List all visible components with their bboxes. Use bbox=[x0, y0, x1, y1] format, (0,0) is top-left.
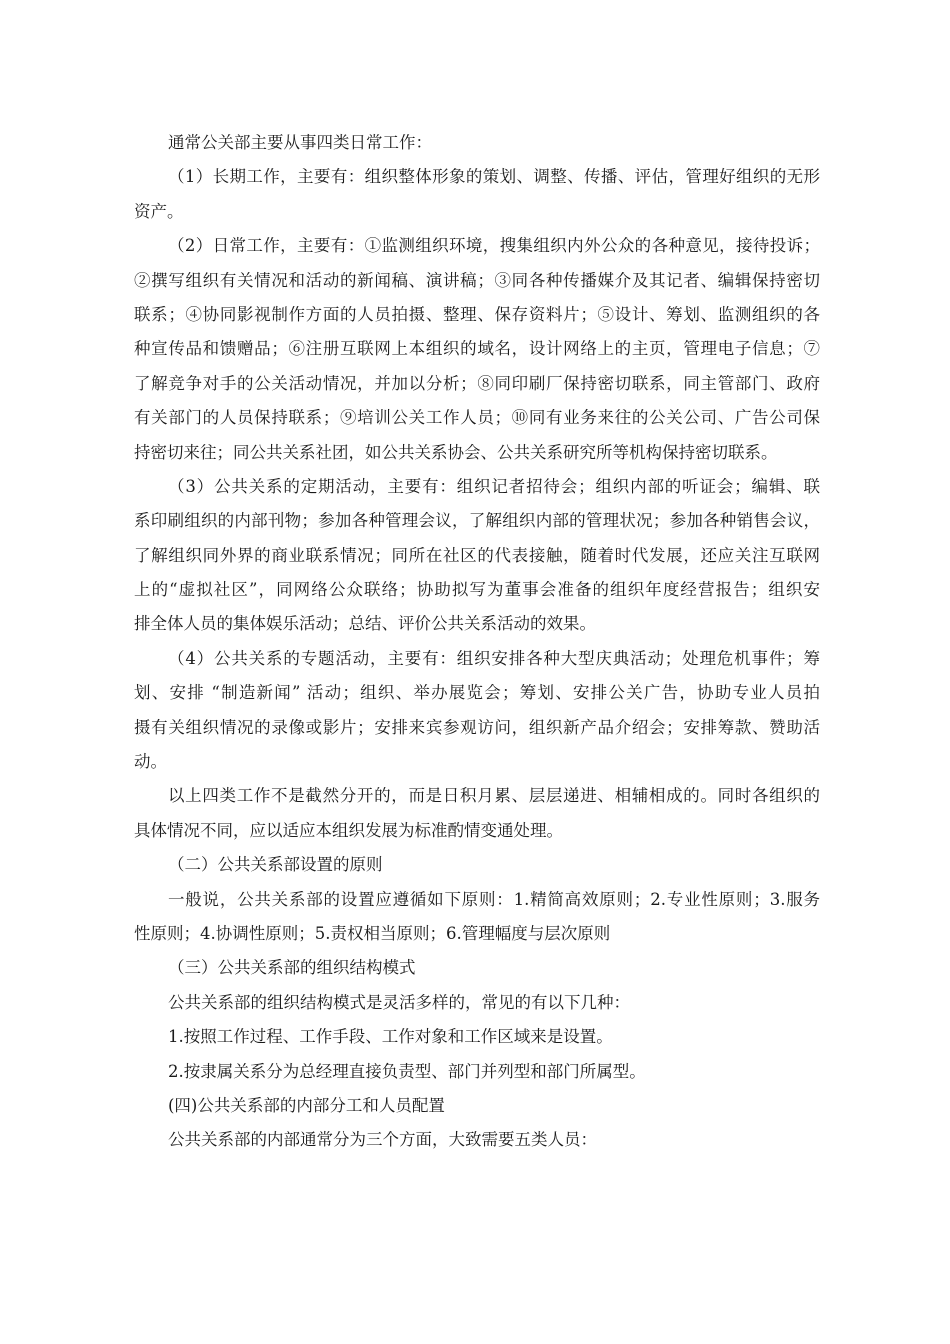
list-item-structure-2: 2.按隶属关系分为总经理直接负责型、部门并列型和部门所属型。 bbox=[168, 1061, 646, 1081]
document-body bbox=[134, 126, 820, 1158]
paragraph-daily-work-line: （2）日常工作，主要有：①监测组织环境，搜集组织内外公众的各种意见，接待投诉； bbox=[168, 236, 820, 256]
paragraph-summary-line: 具体情况不同，应以适应本组织发展为标准酌情变通处理。 bbox=[134, 820, 563, 840]
paragraph-daily-work-line: 有关部门的人员保持联系；⑨培训公关工作人员；⑩同有业务来往的公关公司、广告公司保 bbox=[134, 408, 820, 428]
paragraph-regular-activities-line: 排全体人员的集体娱乐活动；总结、评价公共关系活动的效果。 bbox=[134, 614, 596, 634]
paragraph-regular-activities-line: （3）公共关系的定期活动，主要有：组织记者招待会；组织内部的听证会；编辑、联 bbox=[168, 476, 820, 496]
paragraph-special-activities-line: 动。 bbox=[134, 752, 167, 772]
paragraph-principles-line: 性原则；4.协调性原则；5.责权相当原则；6.管理幅度与层次原则 bbox=[134, 923, 611, 943]
paragraph-regular-activities-line: 系印刷组织的内部刊物；参加各种管理会议，了解组织内部的管理状况；参加各种销售会议， bbox=[134, 511, 820, 531]
paragraph-special-activities-line: 划、安排 “制造新闻” 活动；组织、举办展览会；筹划、安排公关广告，协助专业人员拍 bbox=[134, 683, 820, 703]
paragraph-daily-work-line: 种宣传品和馈赠品；⑥注册互联网上本组织的域名，设计网络上的主页，管理电子信息；⑦ bbox=[134, 339, 820, 359]
paragraph-structure-intro: 公共关系部的组织结构模式是灵活多样的，常见的有以下几种： bbox=[168, 992, 630, 1012]
paragraph-regular-activities-line: 上的“虚拟社区”，同网络公众联络；协助拟写为董事会准备的组织年度经营报告；组织安 bbox=[134, 580, 820, 600]
paragraph-staffing-intro: 公共关系部的内部通常分为三个方面，大致需要五类人员： bbox=[168, 1130, 597, 1150]
list-item-structure-1: 1.按照工作过程、工作手段、工作对象和工作区域来是设置。 bbox=[168, 1027, 613, 1047]
paragraph-daily-work-line: ②撰写组织有关情况和活动的新闻稿、演讲稿；③同各种传播媒介及其记者、编辑保持密切 bbox=[134, 270, 820, 290]
paragraph-long-term-line: 资产。 bbox=[134, 201, 184, 221]
paragraph-intro: 通常公关部主要从事四类日常工作： bbox=[168, 133, 432, 152]
paragraph-special-activities-line: 摄有关组织情况的录像或影片；安排来宾参观访问，组织新产品介绍会；安排筹款、赞助活 bbox=[134, 717, 820, 737]
paragraph-daily-work-line: 联系；④协同影视制作方面的人员拍摄、整理、保存资料片；⑤设计、筹划、监测组织的各 bbox=[134, 304, 820, 324]
paragraph-principles-line: 一般说，公共关系部的设置应遵循如下原则：1.精简高效原则；2.专业性原则；3.服务 bbox=[168, 889, 820, 909]
paragraph-regular-activities-line: 了解组织同外界的商业联系情况；同所在社区的代表接触，随着时代发展，还应关注互联网 bbox=[134, 545, 820, 565]
section-heading-staffing: (四)公共关系部的内部分工和人员配置 bbox=[168, 1095, 445, 1115]
section-heading-structure: （三）公共关系部的组织结构模式 bbox=[168, 958, 416, 978]
paragraph-daily-work-line: 持密切来往；同公共关系社团，如公共关系协会、公共关系研究所等机构保持密切联系。 bbox=[134, 442, 778, 462]
paragraph-long-term-line: （1）长期工作，主要有：组织整体形象的策划、调整、传播、评估，管理好组织的无形 bbox=[168, 167, 820, 187]
paragraph-daily-work-line: 了解竞争对手的公关活动情况，并加以分析；⑧同印刷厂保持密切联系，同主管部门、政府 bbox=[134, 373, 820, 393]
section-heading-principles: （二）公共关系部设置的原则 bbox=[168, 855, 383, 875]
paragraph-special-activities-line: （4）公共关系的专题活动，主要有：组织安排各种大型庆典活动；处理危机事件；筹 bbox=[168, 648, 820, 668]
paragraph-summary-line: 以上四类工作不是截然分开的，而是日积月累、层层递进、相辅相成的。同时各组织的 bbox=[168, 786, 820, 806]
